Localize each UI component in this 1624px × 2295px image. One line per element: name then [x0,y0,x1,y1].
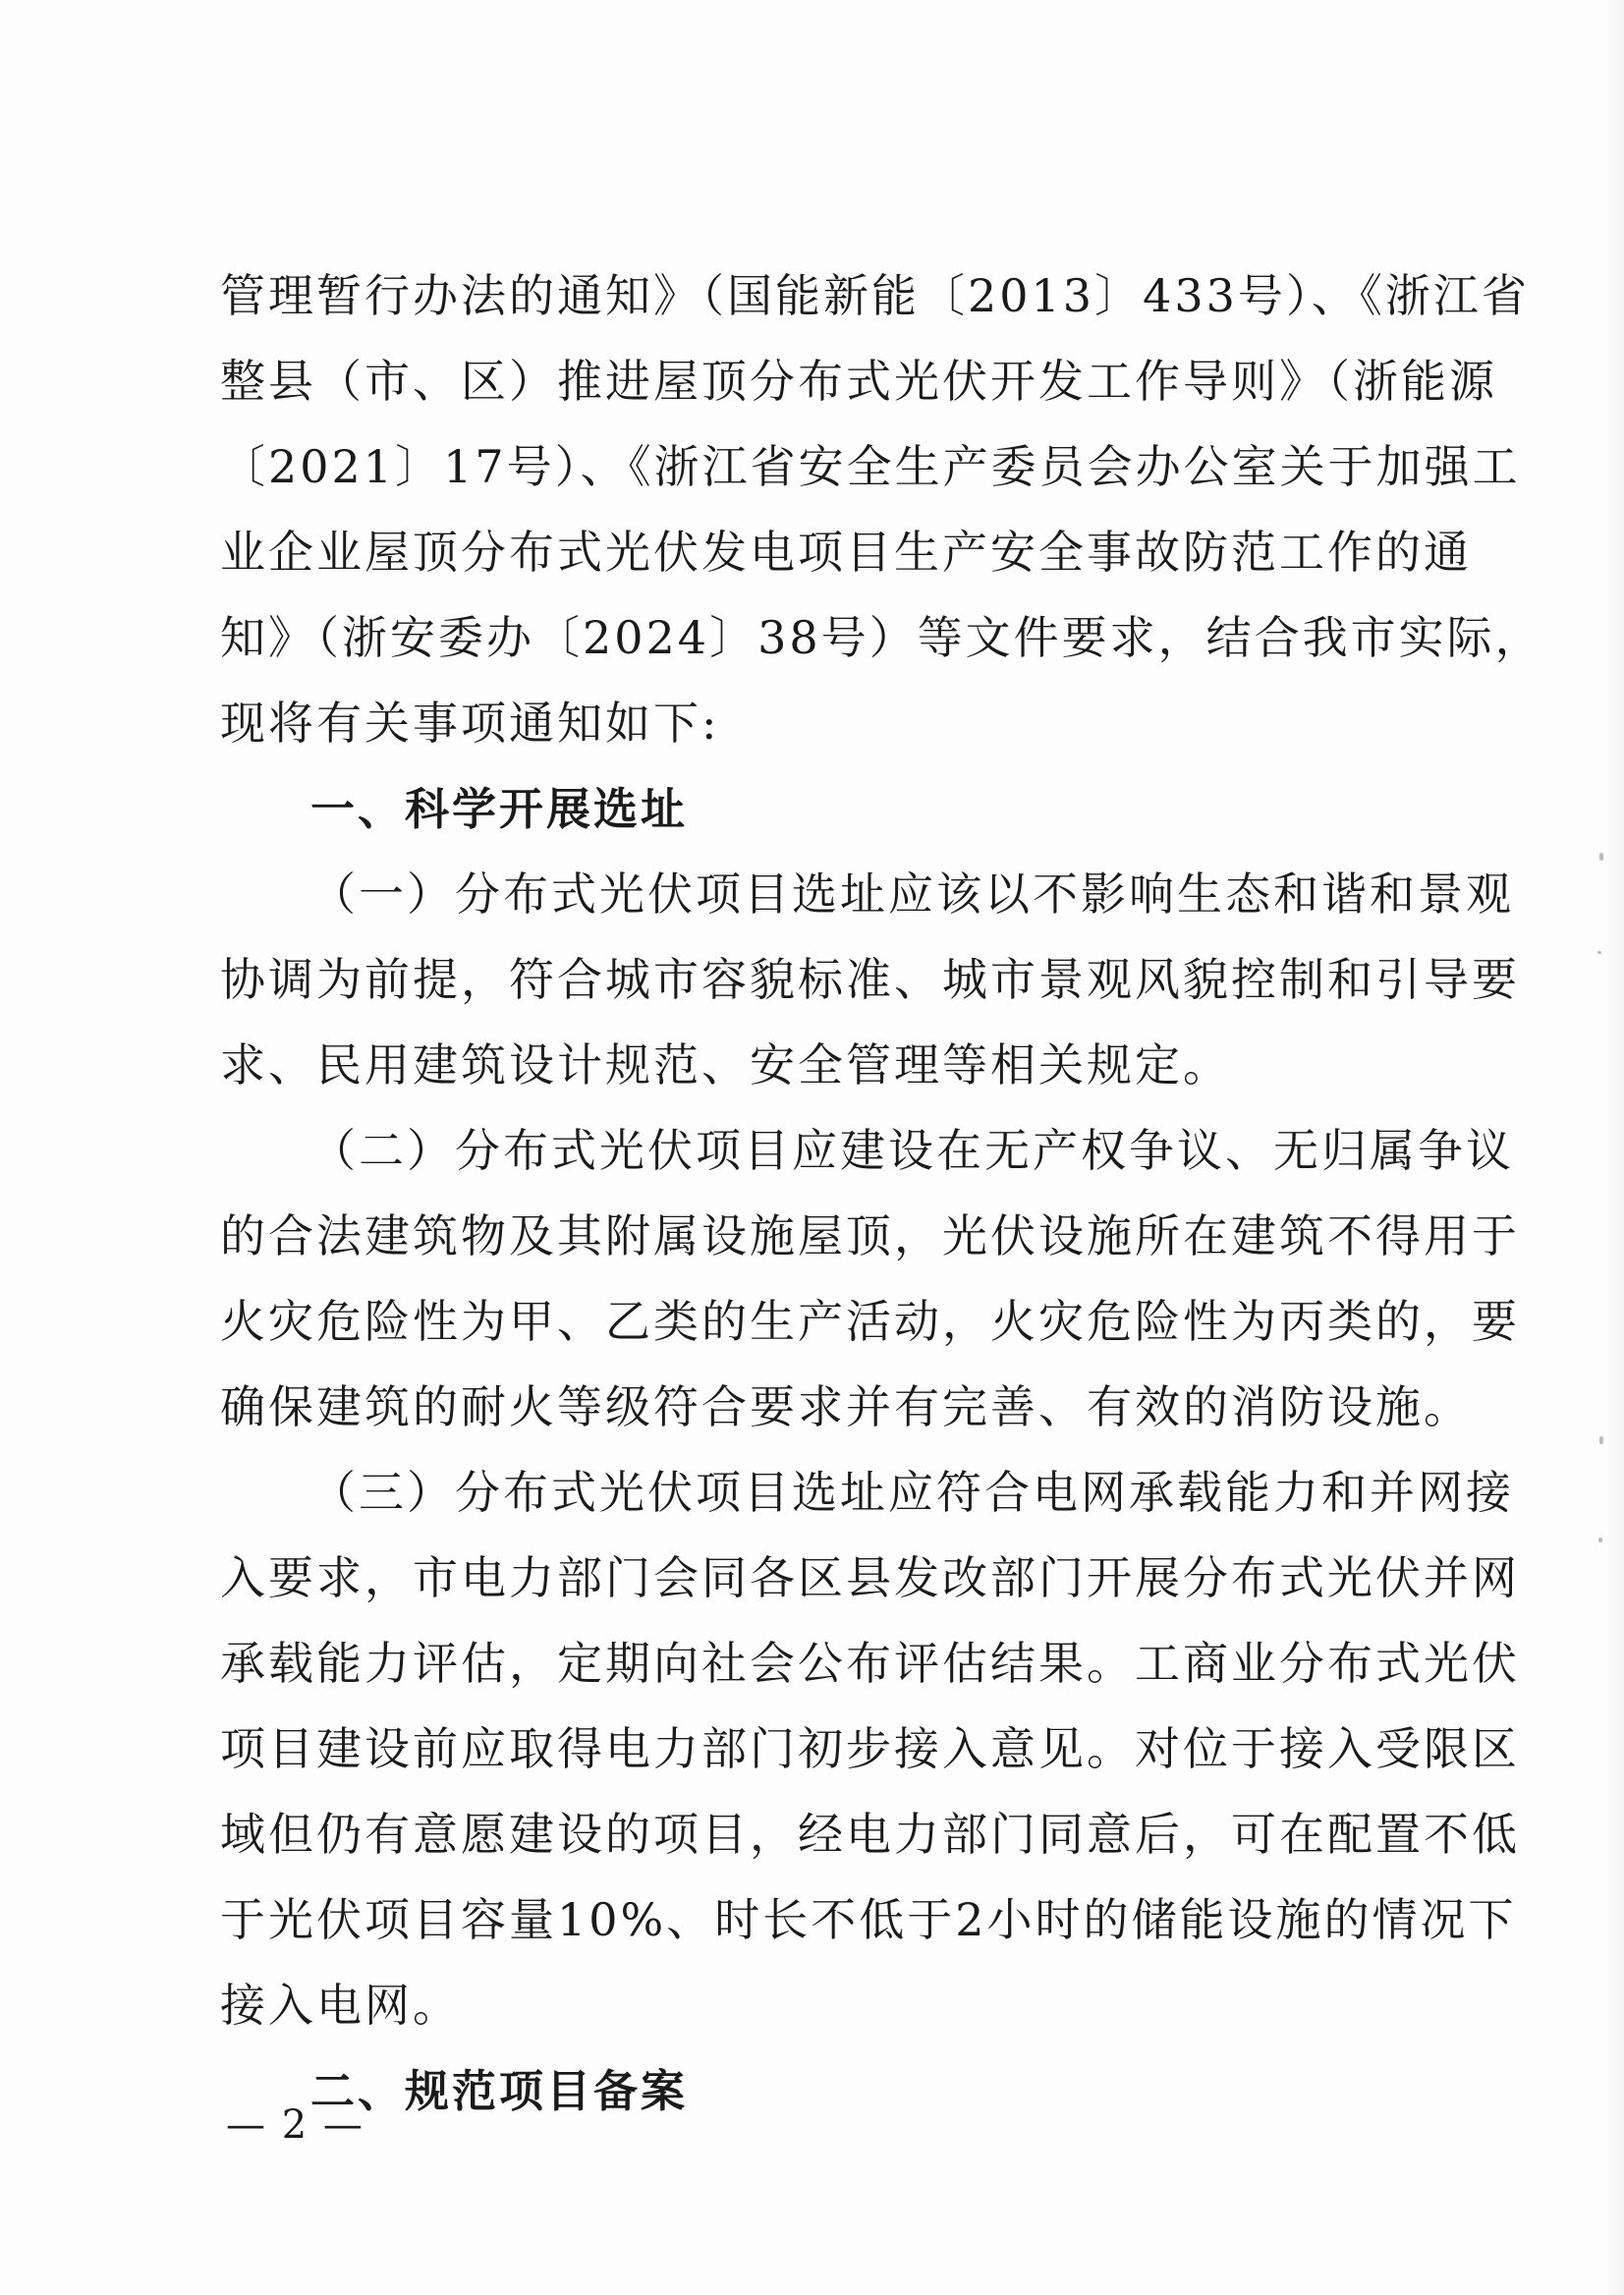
body-line: 现将有关事项通知如下: [220,697,720,750]
body-line: 求、民用建筑设计规范、安全管理等相关规定。 [220,1038,1231,1092]
page-number: — 2 — [226,2102,364,2148]
body-line: 协调为前提，符合城市容貌标准、城市景观风貌控制和引导要 [220,953,1520,1006]
paragraph-start: （一）分布式光伏项目选址应该以不影响生态和谐和景观 [310,868,1514,921]
section-heading-2: 二、规范项目备案 [310,2065,689,2117]
scan-speck [1597,951,1601,954]
body-line: 〔2021〕17号）、《浙江省安全生产委员会办公室关于加强工 [220,440,1521,493]
scan-speck [1599,1436,1603,1444]
body-line: 接入电网。 [220,1979,461,2032]
body-line: 的合法建筑物及其附属设施屋顶，光伏设施所在建筑不得用于 [220,1209,1520,1262]
body-line: 承载能力评估，定期向社会公布评估结果。工商业分布式光伏 [220,1637,1520,1690]
body-line: 项目建设前应取得电力部门初步接入意见。对位于接入受限区 [220,1722,1520,1775]
document-body [220,253,1543,2134]
body-line: 于光伏项目容量10%、时长不低于2小时的储能设施的情况下 [220,1893,1517,1946]
scan-speck [1598,1538,1602,1542]
body-line: 确保建筑的耐火等级符合要求并有完善、有效的消防设施。 [220,1380,1472,1433]
body-line: 火灾危险性为甲、乙类的生产活动，火灾危险性为丙类的，要 [220,1295,1520,1348]
body-line: 域但仍有意愿建设的项目，经电力部门同意后，可在配置不低 [220,1808,1520,1861]
paragraph-start: （三）分布式光伏项目选址应符合电网承载能力和并网接 [310,1466,1514,1519]
body-line: 入要求，市电力部门会同各区县发改部门开展分布式光伏并网 [220,1551,1520,1604]
body-line: 整县（市、区）推进屋顶分布式光伏开发工作导则》（浙能源 [220,355,1497,408]
scan-speck [1599,853,1603,861]
body-line: 知》（浙安委办〔2024〕38号）等文件要求，结合我市实际， [220,611,1543,664]
body-line: 管理暂行办法的通知》（国能新能〔2013〕433号）、《浙江省 [220,269,1530,322]
paragraph-start: （二）分布式光伏项目应建设在无产权争议、无归属争议 [310,1124,1514,1177]
body-line: 业企业屋顶分布式光伏发电项目生产安全事故防范工作的通 [220,526,1472,579]
page-edge-shadow [1606,0,1624,2295]
section-heading-1: 一、科学开展选址 [310,783,689,835]
